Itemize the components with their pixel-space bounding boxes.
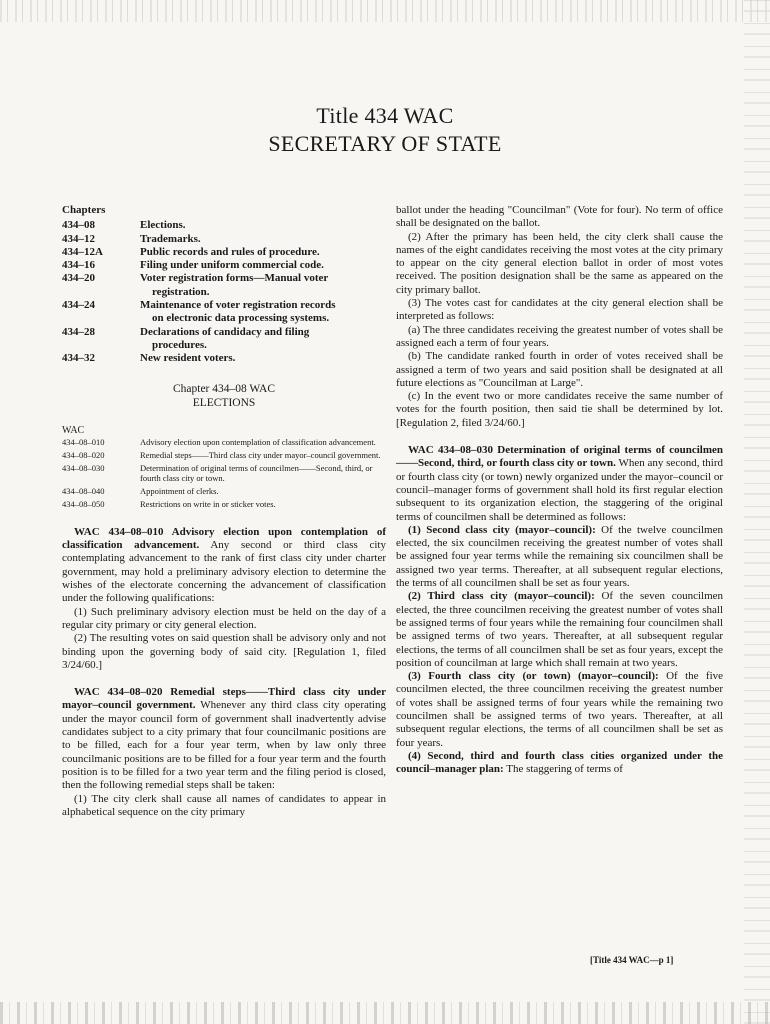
section-010-p2: (2) The resulting votes on said question shall be advisory only and not binding upon the governing body of said city. [Regulation 1, filed 3/24/60.] <box>62 632 386 671</box>
sections-list <box>62 437 386 509</box>
chapter-name <box>140 272 386 299</box>
section-030-p4 <box>396 750 723 777</box>
section-030-p1 <box>396 524 723 590</box>
section-index-row <box>62 463 386 483</box>
section-030-p1-lead: (1) Second class city (mayor–council): <box>408 523 596 536</box>
section-index-number: 434–08–040 <box>62 485 105 496</box>
chapter-number: 434–32 <box>62 352 95 365</box>
chapter-name <box>140 326 386 353</box>
section-index-number: 434–08–010 <box>62 436 105 447</box>
chapter-row <box>62 326 386 353</box>
chapter-row <box>62 352 386 365</box>
section-index-number: 434–08–020 <box>62 449 105 460</box>
section-030-p2-lead: (2) Third class city (mayor–council): <box>408 590 595 603</box>
chapter-row <box>62 299 386 326</box>
section-030-p4-text: The staggering of terms of <box>506 763 623 776</box>
section-020-pc: (c) In the event two or more candidates receive the same number of votes for the fourth position, then said tie shall be determined by lot. [Regulation 2, filed 3/24/60.] <box>396 390 723 429</box>
section-010-heading: WAC 434–08–010 Advisory election upon contemplation of classification advancement. <box>62 525 386 552</box>
section-030-p3 <box>396 670 723 750</box>
page-footer: [Title 434 WAC—p 1] <box>590 955 674 965</box>
section-010-body: Any second or third class city contemplating advancement to the rank of first class city under charter government, may hold a preliminary advisory election to determine the wishes of the electorate concerning the advancement of classification under the following qualifications: <box>62 539 386 605</box>
section-010-p1: (1) Such preliminary advisory election must be held on the day of a regular city primary or city general election. <box>62 605 386 631</box>
chapter-name-text: Declarations of candidacy and filing <box>140 325 310 338</box>
section-020-p2: (2) After the primary has been held, the city clerk shall cause the names of the eight candidates receiving the most votes at the city primary to appear on the city general election ballot in order of most votes received. The position designation shall be the same as appeared on the city primary ballot. <box>396 230 723 296</box>
chapter-number: 434–12 <box>62 232 95 245</box>
section-020-body: Whenever any third class city operating under the mayor council form of government shall inadvertently advise candidates subject to a city primary that four councilmanic positions are to be filled, each for a four year term, when by law only three councilmanic positions are to be filled for a four year term and the fourth position is to be filled for a two year term and the filing period is closed, then the following remedial steps shall be taken: <box>62 699 386 792</box>
scan-noise-top <box>0 0 770 22</box>
chapter-name <box>140 352 386 365</box>
section-020-p3: (3) The votes cast for candidates at the city general election shall be interpreted as follows: <box>396 297 723 323</box>
chapter-number: 434–16 <box>62 259 95 272</box>
section-030-p2 <box>396 590 723 670</box>
section-index-description: Restrictions on write in or sticker votes. <box>140 498 276 509</box>
section-020-heading: WAC 434–08–020 Remedial steps——Third class city under mayor–council government. <box>62 686 386 712</box>
section-030-p3-lead: (3) Fourth class city (or town) (mayor–council): <box>408 670 659 683</box>
chapter-name <box>140 299 386 326</box>
section-020-p1-cont: ballot under the heading "Councilman" (Vote for four). No term of office shall be designated on the ballot. <box>396 204 723 230</box>
section-030-body: When any second, third or fourth class city (or town) newly organized under the mayor–council or council–manager forms of government shall hold its first regular election subsequent to its organization election, the staggering of the original terms of councilmen shall be determined as follows: <box>396 457 724 523</box>
section-020-pb: (b) The candidate ranked fourth in order of votes received shall be assigned a term of two years and said position shall be designated at all future elections as "Councilman at Large". <box>396 350 723 389</box>
section-index-description: Determination of original terms of councilmen——Second, third, or fourth class city or town. <box>140 462 373 483</box>
chapter-heading-line-1: Chapter 434–08 WAC <box>172 382 275 395</box>
chapter-number: 434–12A <box>62 245 103 258</box>
chapter-row <box>62 219 386 232</box>
section-index-row <box>62 450 386 460</box>
chapter-name <box>140 259 386 272</box>
section-index-row <box>62 486 386 496</box>
chapter-row <box>62 259 386 272</box>
chapter-number: 434–24 <box>62 299 95 312</box>
section-index-description: Advisory election upon contemplation of classification advancement. <box>140 436 376 447</box>
section-index-description: Appointment of clerks. <box>140 485 219 496</box>
section-030-p3-text: Of the five councilmen elected, the three councilmen receiving the greatest number of votes shall be assigned terms of four years while the remaining two councilmen shall be assigned terms of two years. Thereafter, at all subsequent regular elections, the terms of all councilmen shall be set as four years. <box>396 670 724 749</box>
chapter-heading-line-2: ELECTIONS <box>192 396 256 409</box>
chapter-name-continued: registration. <box>152 285 210 298</box>
chapter-name <box>140 246 386 259</box>
chapter-row <box>62 233 386 246</box>
chapter-name-text: Maintenance of voter registration records <box>140 299 336 312</box>
chapter-name-text: New resident voters. <box>140 352 236 365</box>
chapter-name-continued: on electronic data processing systems. <box>152 312 330 325</box>
section-index-row <box>62 437 386 447</box>
chapter-name-continued: procedures. <box>152 338 207 351</box>
chapter-row <box>62 272 386 299</box>
chapter-name-text: Elections. <box>140 219 186 232</box>
chapters-heading: Chapters <box>62 204 106 216</box>
chapter-name-text: Public records and rules of procedure. <box>140 245 320 258</box>
title-line-1: Title 434 WAC <box>316 103 454 128</box>
right-column <box>396 204 723 776</box>
section-030-title <box>396 444 723 524</box>
title-line-2: SECRETARY OF STATE <box>268 131 502 156</box>
chapter-name-text: Trademarks. <box>140 232 201 245</box>
section-index-number: 434–08–030 <box>62 462 105 473</box>
scan-noise-bottom <box>0 1002 770 1024</box>
left-column <box>62 204 386 819</box>
chapter-name <box>140 233 386 246</box>
chapter-number: 434–08 <box>62 219 95 232</box>
wac-label: WAC <box>62 424 85 436</box>
section-030-p2-text: Of the seven councilmen elected, the three councilmen receiving the greatest number of votes shall be assigned terms of four years while the remaining four councilmen shall be assigned terms of two years. Thereafter, at all subsequent regular elections, the terms of all councilmen shall be set as four years, except the position of councilman at large which shall remain at two years. <box>396 590 724 669</box>
section-020-title <box>62 686 386 792</box>
chapter-row <box>62 246 386 259</box>
section-index-description: Remedial steps——Third class city under mayor–council government. <box>140 449 381 460</box>
section-030-p4-lead: (4) Second, third and fourth class cities organized under the council–manager plan: <box>396 749 723 776</box>
chapter-number: 434–28 <box>62 325 95 338</box>
section-020-pa: (a) The three candidates receiving the greatest number of votes shall be assigned each a term of four years. <box>396 323 723 349</box>
section-index-number: 434–08–050 <box>62 498 105 509</box>
section-030-heading: WAC 434–08–030 Determination of original terms of councilmen——Second, third, or fourth class city or town. <box>396 444 723 470</box>
chapter-name <box>140 219 386 232</box>
section-010-title <box>62 526 386 606</box>
chapter-name-text: Voter registration forms—Manual voter <box>140 272 329 285</box>
section-index-row <box>62 499 386 509</box>
chapter-number: 434–20 <box>62 272 95 285</box>
chapter-name-text: Filing under uniform commercial code. <box>140 259 324 272</box>
chapters-list <box>62 219 386 365</box>
chapter-heading <box>62 382 386 410</box>
section-030-p1-text: Of the twelve councilmen elected, the six councilmen receiving the greatest number of votes shall be assigned four year terms while the remaining six councilmen shall be assigned two year terms. Thereafter, at all subsequent regular elections, the terms of all councilmen shall be set as four years. <box>396 523 723 590</box>
section-020-p1: (1) The city clerk shall cause all names of candidates to appear in alphabetical sequence on the city primary <box>62 792 386 818</box>
